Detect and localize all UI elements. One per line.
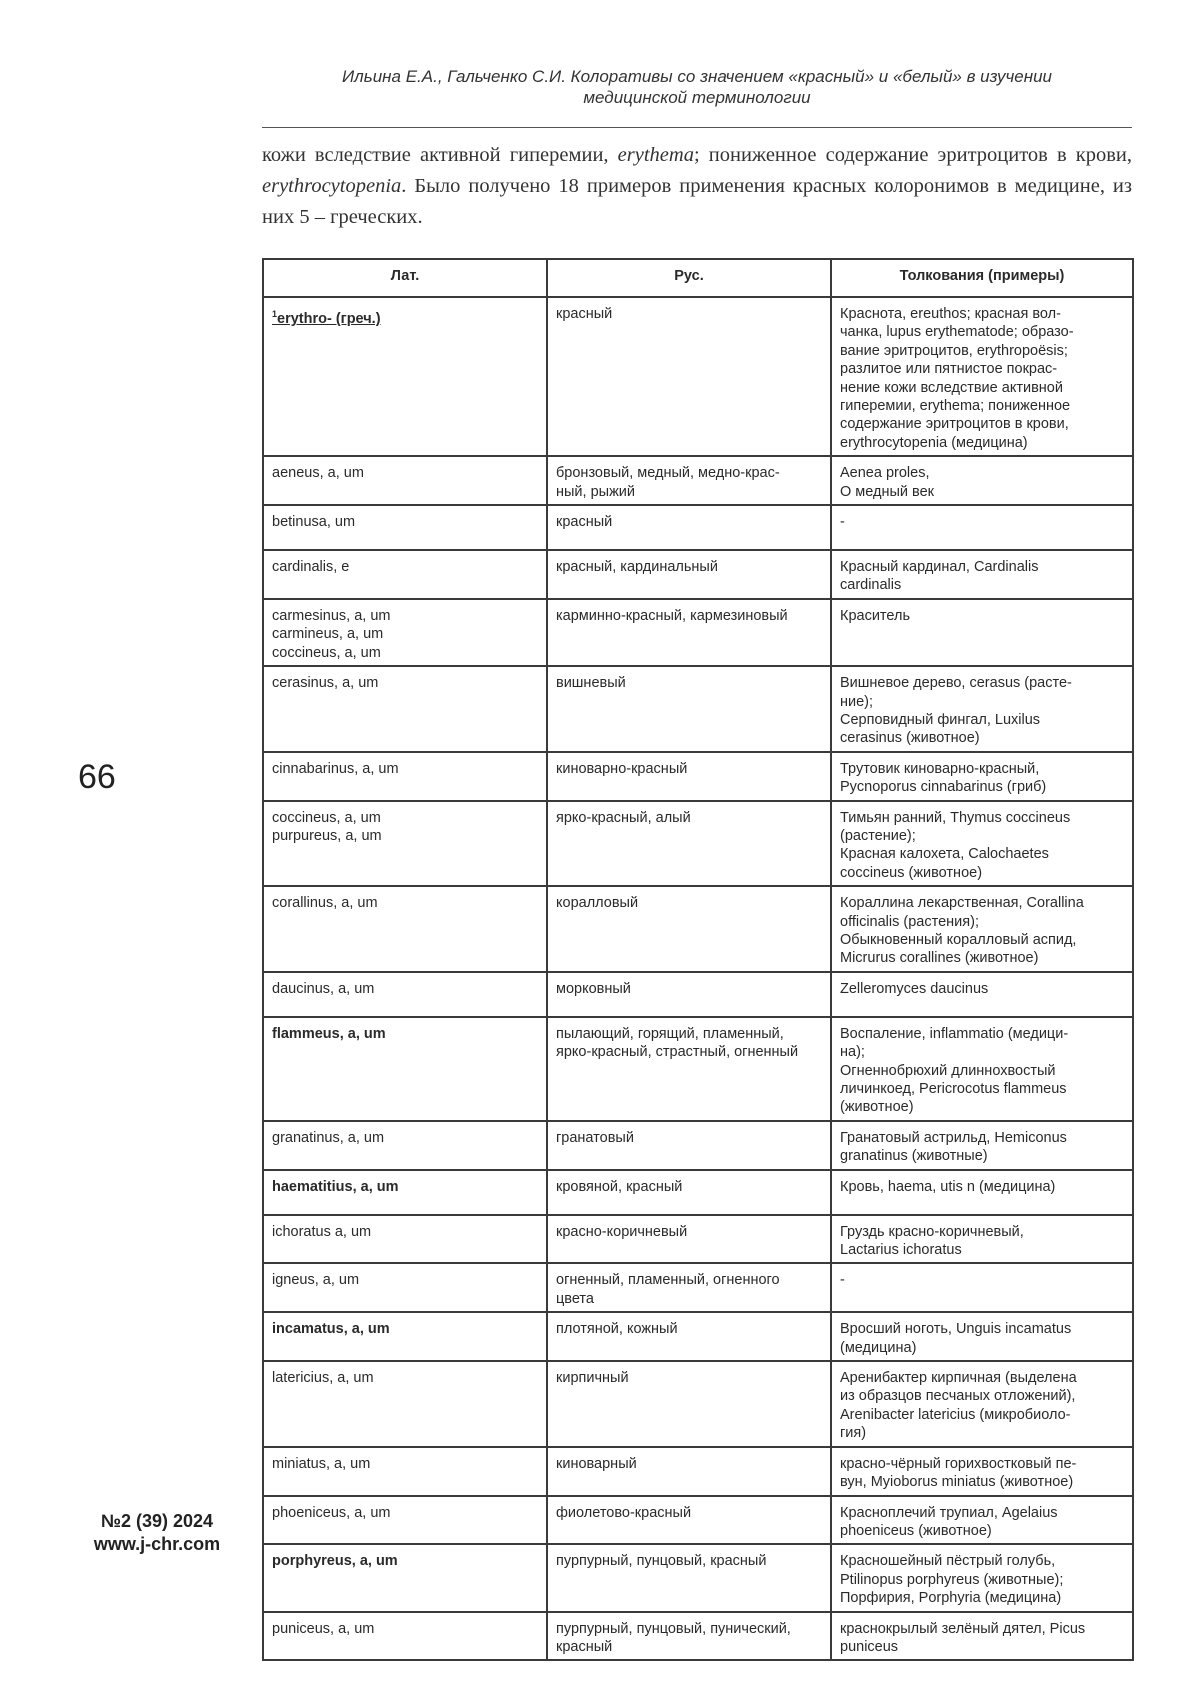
- examples-cell: Красношейный пёстрый голубь, Ptilinopus porphyreus (животные); Порфирия, Porphyria (медицина): [831, 1544, 1133, 1611]
- russian-cell: кирпичный: [547, 1361, 831, 1447]
- latin-cell: carmesinus, a, um carmineus, a, um coccineus, a, um: [263, 599, 547, 666]
- latin-cell: incamatus, a, um: [263, 1312, 547, 1361]
- russian-cell: морковный: [547, 972, 831, 1017]
- examples-cell: Aenea proles, О медный век: [831, 456, 1133, 505]
- latin-cell: granatinus, a, um: [263, 1121, 547, 1170]
- examples-cell: Вросший ноготь, Unguis incamatus (медицина): [831, 1312, 1133, 1361]
- russian-cell: плотяной, кожный: [547, 1312, 831, 1361]
- russian-cell: красный: [547, 297, 831, 456]
- intro-term-erythrocytopenia: erythrocytopenia: [262, 175, 402, 197]
- intro-text-2: ; пониженное содержание эритроцитов в крови,: [693, 144, 1133, 166]
- russian-cell: пурпурный, пунцовый, пунический, красный: [547, 1612, 831, 1661]
- running-header-line2: медицинской терминологии: [583, 88, 811, 107]
- russian-cell: киноварный: [547, 1447, 831, 1496]
- examples-cell: Краснoплечий трупиал, Agelaius phoeniceus (животное): [831, 1496, 1133, 1545]
- examples-cell: Трутовик киноварно-красный, Pycnoporus cinnabarinus (гриб): [831, 752, 1133, 801]
- russian-cell: карминно-красный, кармезиновый: [547, 599, 831, 666]
- russian-cell: пурпурный, пунцовый, красный: [547, 1544, 831, 1611]
- russian-cell: фиолетово-красный: [547, 1496, 831, 1545]
- latin-cell: cardinalis, e: [263, 550, 547, 599]
- journal-website: www.j-chr.com: [93, 1534, 221, 1554]
- examples-cell: -: [831, 1263, 1133, 1312]
- latin-cell: latericius, a, um: [263, 1361, 547, 1447]
- table-row: [263, 1215, 1133, 1264]
- latin-cell: aeneus, a, um: [263, 456, 547, 505]
- color-terms-table: [262, 258, 1134, 1661]
- latin-cell: flammeus, a, um: [263, 1017, 547, 1121]
- russian-cell: красный: [547, 505, 831, 550]
- examples-cell: Гранатовый астрильд, Hemiconus granatinus (животные): [831, 1121, 1133, 1170]
- table-row: [263, 1447, 1133, 1496]
- intro-text-1: кожи вследствие активной гиперемии,: [262, 144, 618, 166]
- latin-cell: miniatus, a, um: [263, 1447, 547, 1496]
- intro-term-erythema: erythema: [617, 144, 694, 166]
- examples-cell: Вишневое дерево, cerasus (расте- ние); Серповидный фингал, Luxilus cerasinus (животное): [831, 666, 1133, 752]
- examples-cell: Краситель: [831, 599, 1133, 666]
- russian-cell: бронзовый, медный, медно-крас- ный, рыжий: [547, 456, 831, 505]
- russian-cell: кровяной, красный: [547, 1170, 831, 1215]
- footnote-marker: 1: [272, 309, 278, 319]
- table-row: [263, 886, 1133, 972]
- table-row: [263, 1612, 1133, 1661]
- examples-cell: Кровь, haema, utis n (медицина): [831, 1170, 1133, 1215]
- page-number: 66: [78, 758, 116, 796]
- table-row: [263, 550, 1133, 599]
- table-row: [263, 1170, 1133, 1215]
- table-row: [263, 1544, 1133, 1611]
- latin-cell: betinusa, um: [263, 505, 547, 550]
- table-row: [263, 666, 1133, 752]
- russian-cell: красно-коричневый: [547, 1215, 831, 1264]
- table-header-row: [263, 259, 1133, 297]
- table-row: [263, 1361, 1133, 1447]
- latin-term: erythro- (греч.): [277, 310, 381, 327]
- examples-cell: Аренибактер кирпичная (выделена из образцов песчаных отложений), Arenibacter latericius (микробиоло- гия): [831, 1361, 1133, 1447]
- examples-cell: Zelleromyces daucinus: [831, 972, 1133, 1017]
- table-row: [263, 599, 1133, 666]
- examples-cell: Краснота, ereuthos; красная вол- чанка, lupus erythematode; образо- вание эритроцитов, erythroроësis; разлитое или пятнистое покрас- нение кожи вследствие активной гиперемии, erythema; пониженное содержание эритроцитов в крови, erythrocytopenia (медицина): [831, 297, 1133, 456]
- table-row: [263, 1121, 1133, 1170]
- issue-info: [84, 1510, 230, 1556]
- examples-cell: Тимьян ранний, Thymus coccineus (растение); Красная калохета, Calochaetes coccineus (животное): [831, 801, 1133, 887]
- latin-cell: [263, 297, 547, 456]
- column-header-russian: Рус.: [547, 259, 831, 297]
- russian-cell: пылающий, горящий, пламенный, ярко-красный, страстный, огненный: [547, 1017, 831, 1121]
- table-row: [263, 1017, 1133, 1121]
- latin-cell: corallinus, a, um: [263, 886, 547, 972]
- latin-cell: ichoratus a, um: [263, 1215, 547, 1264]
- examples-cell: Воспаление, inflammatio (медици- на); Огненнобрюхий длиннохвостый личинкоед, Pericrocotus flammeus (животное): [831, 1017, 1133, 1121]
- russian-cell: вишневый: [547, 666, 831, 752]
- table-row: [263, 1263, 1133, 1312]
- latin-cell: daucinus, a, um: [263, 972, 547, 1017]
- russian-cell: ярко-красный, алый: [547, 801, 831, 887]
- examples-cell: -: [831, 505, 1133, 550]
- latin-cell: puniceus, a, um: [263, 1612, 547, 1661]
- table-row: [263, 505, 1133, 550]
- table-row: [263, 972, 1133, 1017]
- header-divider: [262, 127, 1132, 128]
- latin-cell: cerasinus, a, um: [263, 666, 547, 752]
- table-row: [263, 1312, 1133, 1361]
- examples-cell: красно-чёрный горихвостковый пе- вун, Myioborus miniatus (животное): [831, 1447, 1133, 1496]
- latin-cell: coccineus, a, um purpureus, a, um: [263, 801, 547, 887]
- russian-cell: киноварно-красный: [547, 752, 831, 801]
- examples-cell: Кораллина лекарственная, Corallina officinalis (растения); Обыкновенный коралловый аспид, Micrurus corallines (животное): [831, 886, 1133, 972]
- intro-text-3: . Было получено 18 примеров применения красных колоронимов в медицине, из них 5 – греческих.: [262, 175, 1132, 228]
- issue-number: №2 (39) 2024: [100, 1511, 214, 1531]
- examples-cell: краснокрылый зелёный дятел, Picus puniceus: [831, 1612, 1133, 1661]
- russian-cell: красный, кардинальный: [547, 550, 831, 599]
- latin-cell: porphyreus, a, um: [263, 1544, 547, 1611]
- latin-cell: haematitius, a, um: [263, 1170, 547, 1215]
- column-header-latin: Лат.: [263, 259, 547, 297]
- russian-cell: коралловый: [547, 886, 831, 972]
- latin-cell: phoeniceus, a, um: [263, 1496, 547, 1545]
- running-header-line1: Ильина Е.А., Гальченко С.И. Колоративы со значением «красный» и «белый» в изучении: [342, 67, 1052, 86]
- examples-cell: Груздь красно-коричневый, Lactarius ichoratus: [831, 1215, 1133, 1264]
- russian-cell: огненный, пламенный, огненного цвета: [547, 1263, 831, 1312]
- russian-cell: гранатовый: [547, 1121, 831, 1170]
- table-row: [263, 752, 1133, 801]
- column-header-examples: Толкования (примеры): [831, 259, 1133, 297]
- table-row: [263, 297, 1133, 456]
- table-row: [263, 456, 1133, 505]
- latin-cell: cinnabarinus, a, um: [263, 752, 547, 801]
- table-row: [263, 801, 1133, 887]
- examples-cell: Красный кардинал, Cardinalis cardinalis: [831, 550, 1133, 599]
- table-row: [263, 1496, 1133, 1545]
- running-header: [262, 66, 1132, 108]
- intro-paragraph: [262, 140, 1132, 233]
- latin-cell: igneus, a, um: [263, 1263, 547, 1312]
